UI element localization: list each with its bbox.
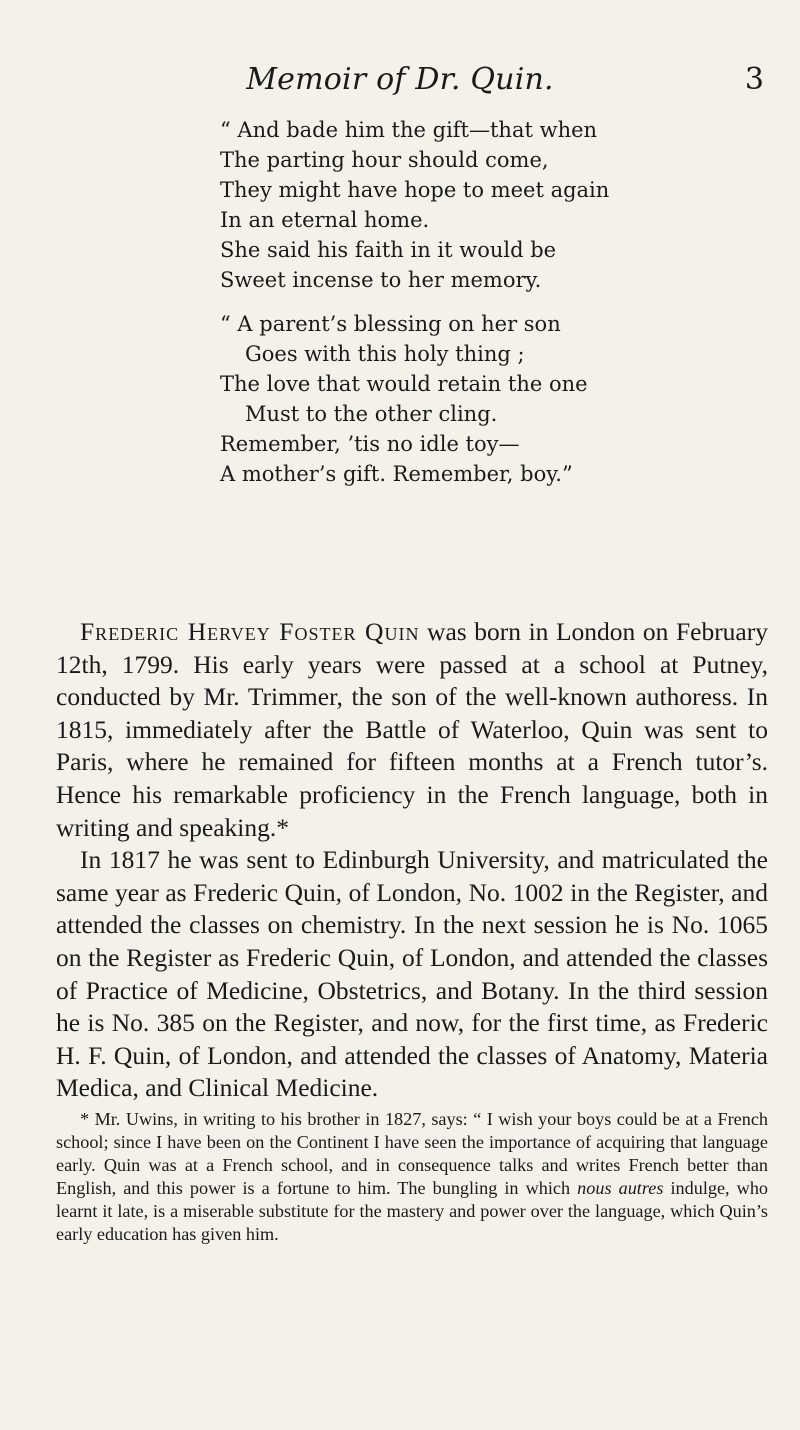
verse-line: She said his faith in it would be — [220, 238, 557, 262]
footnote-text: * Mr. Uwins, in writing to his brother in 1827, says: “ I wish your boys could be at a French school; since I have been on the Continent I have seen the importance of acquiring that language early. Quin was at a French school, and in consequence talks and writes French better than English, and this power is a fortune to him. The bungling in which — [56, 1109, 768, 1198]
verse-line: “ And bade him the gift—that when — [220, 118, 598, 142]
verse-line: A mother’s gift. Remember, boy.” — [220, 462, 573, 486]
verse-line: In an eternal home. — [220, 208, 430, 232]
verse-line: The love that would retain the one — [220, 372, 588, 396]
subject-name: Frederic Hervey Foster Quin — [80, 617, 420, 646]
paragraph-birth — [56, 616, 768, 844]
verse-line: Goes with this holy thing ; — [245, 342, 525, 366]
verse-line: The parting hour should come, — [220, 148, 549, 172]
page-number: 3 — [744, 62, 764, 97]
verse-line: Must to the other cling. — [245, 402, 498, 426]
poem — [220, 115, 780, 503]
poem-stanza-2 — [220, 309, 780, 489]
paragraph-edinburgh: In 1817 he was sent to Edinburgh University, and matriculated the same year as Frederic Quin, of London, No. 1002 in the Register, and attended the classes on chemistry. In the next session he is No. 1065 on the Register as Frederic Quin, of London, and attended the classes of Practice of Medicine, Obstetrics, and Botany. In the third session he is No. 385 on the Register, and now, for the first time, as Frederic H. F. Quin, of London, and attended the classes of Anatomy, Materia Medica, and Clinical Medicine. — [56, 845, 768, 1103]
footnote-italic-phrase: nous autres — [577, 1177, 664, 1198]
footnote — [56, 1108, 768, 1245]
running-header — [0, 62, 800, 106]
paragraph-text: was born in London on February 12th, 1799. His early years were passed at a school at Putney, conducted by Mr. Trimmer, the son of the well-known authoress. In 1815, immediately after the Battle of Waterloo, Quin was sent to Paris, where he remained for fifteen months at a French tutor’s. Hence his remarkable proficiency in the French language, both in writing and speaking.* — [56, 617, 768, 842]
verse-line: Sweet incense to her memory. — [220, 268, 542, 292]
running-title: Memoir of Dr. Quin. — [246, 62, 554, 97]
footnote-text: indulge, who learnt it late, is a miserable substitute for the mastery and power over the language, which Quin’s early education has given him. — [56, 1177, 769, 1244]
verse-line: Remember, ’tis no idle toy— — [220, 432, 520, 456]
verse-line: “ A parent’s blessing on her son — [220, 312, 561, 336]
body-text — [56, 616, 768, 1105]
poem-stanza-1 — [220, 115, 780, 295]
verse-line: They might have hope to meet again — [220, 178, 610, 202]
